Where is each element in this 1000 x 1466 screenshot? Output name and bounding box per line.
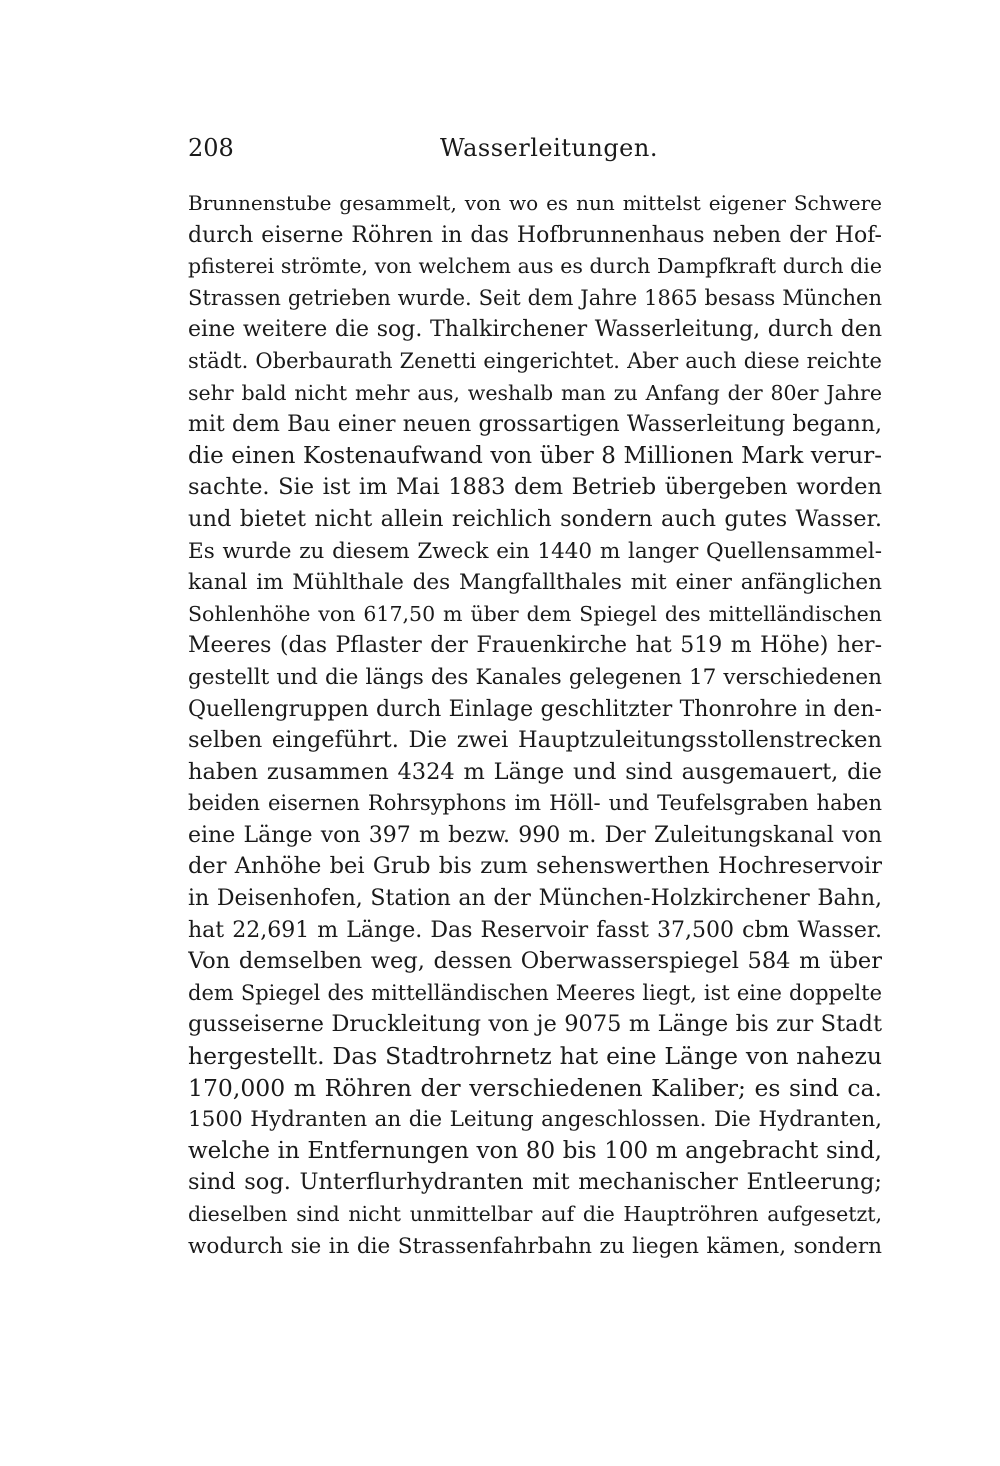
text-line: sind sog. Unterflurhydranten mit mechanischer Entleerung;: [188, 1169, 882, 1196]
page-number: 208: [188, 134, 234, 162]
text-line: gestellt und die längs des Kanales gelegenen 17 verschiedenen: [188, 664, 882, 690]
text-line: die einen Kostenaufwand von über 8 Millionen Mark verur-: [188, 442, 882, 469]
text-line: pfisterei strömte, von welchem aus es durch Dampfkraft durch die: [188, 254, 882, 279]
text-line: gusseiserne Druckleitung von je 9075 m Länge bis zur Stadt: [188, 1011, 882, 1038]
text-line: Von demselben weg, dessen Oberwasserspiegel 584 m über: [188, 948, 882, 975]
text-line: Quellengruppen durch Einlage geschlitzter Thonrohre in den-: [188, 696, 882, 722]
text-line: mit dem Bau einer neuen grossartigen Wasserleitung begann,: [188, 412, 882, 438]
text-line: eine Länge von 397 m bezw. 990 m. Der Zuleitungskanal von: [188, 822, 882, 848]
text-line: hergestellt. Das Stadtrohrnetz hat eine Länge von nahezu: [188, 1042, 882, 1071]
text-line: durch eiserne Röhren in das Hofbrunnenhaus neben der Hof-: [188, 222, 882, 248]
text-line: selben eingeführt. Die zwei Hauptzuleitungsstollenstrecken: [188, 727, 882, 754]
text-line: welche in Entfernungen von 80 bis 100 m angebracht sind,: [188, 1137, 882, 1164]
body-text: [188, 188, 882, 1262]
text-line: dieselben sind nicht unmittelbar auf die Hauptröhren aufgesetzt,: [188, 1202, 882, 1226]
text-line: beiden eisernen Rohrsyphons im Höll- und Teufelsgraben haben: [188, 791, 882, 816]
text-line: Brunnenstube gesammelt, von wo es nun mittelst eigener Schwere: [188, 191, 882, 215]
text-line: sehr bald nicht mehr aus, weshalb man zu Anfang der 80er Jahre: [188, 380, 882, 405]
text-line: hat 22,691 m Länge. Das Reservoir fasst 37,500 cbm Wasser.: [188, 917, 882, 943]
text-line: wodurch sie in die Strassenfahrbahn zu liegen kämen, sondern: [188, 1233, 882, 1259]
page-header: [188, 128, 882, 168]
text-line: städt. Oberbaurath Zenetti eingerichtet. Aber auch diese reichte: [188, 348, 882, 373]
text-line: Strassen getrieben wurde. Seit dem Jahre 1865 besass München: [188, 285, 882, 310]
text-line: Es wurde zu diesem Zweck ein 1440 m langer Quellensammel-: [188, 538, 882, 564]
text-line: Meeres (das Pflaster der Frauenkirche hat 519 m Höhe) her-: [188, 633, 882, 659]
text-line: in Deisenhofen, Station an der München-Holzkirchener Bahn,: [188, 886, 882, 912]
text-line: der Anhöhe bei Grub bis zum sehenswerthen Hochreservoir: [188, 853, 882, 880]
text-line: haben zusammen 4324 m Länge und sind ausgemauert, die: [188, 758, 882, 785]
text-line: Sohlenhöhe von 617,50 m über dem Spiegel des mittelländischen: [188, 601, 882, 626]
text-line: 170,000 m Röhren der verschiedenen Kaliber; es sind ca.: [188, 1073, 882, 1102]
text-line: dem Spiegel des mittelländischen Meeres liegt, ist eine doppelte: [188, 980, 882, 1005]
text-line: kanal im Mühlthale des Mangfallthales mit einer anfänglichen: [188, 570, 882, 596]
text-line: 1500 Hydranten an die Leitung angeschlossen. Die Hydranten,: [188, 1107, 882, 1133]
text-line: und bietet nicht allein reichlich sondern auch gutes Wasser.: [188, 505, 882, 532]
running-title: Wasserleitungen.: [440, 134, 658, 162]
text-line: eine weitere die sog. Thalkirchener Wasserleitung, durch den: [188, 317, 882, 343]
text-line: sachte. Sie ist im Mai 1883 dem Betrieb übergeben worden: [188, 474, 882, 501]
